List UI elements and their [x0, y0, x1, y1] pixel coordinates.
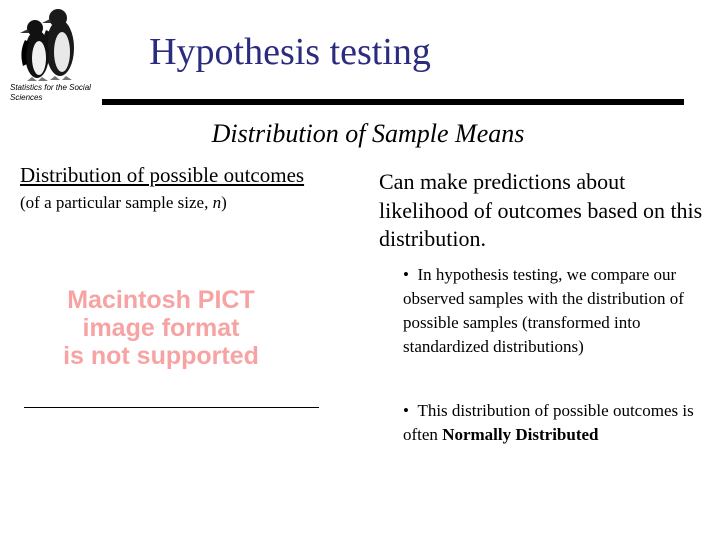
bullet-item: • This distribution of possible outcomes is often Normally Distributed	[403, 401, 694, 444]
distribution-subheading	[20, 193, 227, 213]
sub-prefix: (of a particular sample size,	[20, 193, 213, 212]
baseline-rule	[24, 407, 319, 408]
sub-variable: n	[212, 193, 222, 212]
predictions-text: Can make predictions about likelihood of outcomes based on this distribution.	[379, 169, 703, 251]
bullet-emphasis: Normally Distributed	[442, 425, 599, 444]
slide-title: Hypothesis testing	[149, 31, 431, 73]
placeholder-line: image format	[82, 314, 240, 342]
bullet-text: This distribution of possible outcomes is often	[403, 401, 694, 444]
logo-caption: Statistics for the Social Sciences	[10, 83, 91, 102]
penguins-logo-icon	[10, 4, 88, 82]
sub-suffix: )	[221, 193, 227, 212]
distribution-heading: Distribution of possible outcomes	[20, 163, 305, 187]
title-divider	[102, 99, 684, 105]
placeholder-line: Macintosh PICT	[67, 286, 255, 314]
placeholder-line: is not supported	[63, 342, 259, 370]
bullet-text: In hypothesis testing, we compare our observed samples with the distribution of possible samples (transformed into standardized distributions)	[403, 265, 684, 356]
slide-subtitle: Distribution of Sample Means	[211, 119, 525, 148]
bullet-item: • In hypothesis testing, we compare our observed samples with the distribution of possible samples (transformed into standardized distributions)	[403, 265, 684, 356]
unsupported-image-placeholder	[20, 286, 302, 376]
